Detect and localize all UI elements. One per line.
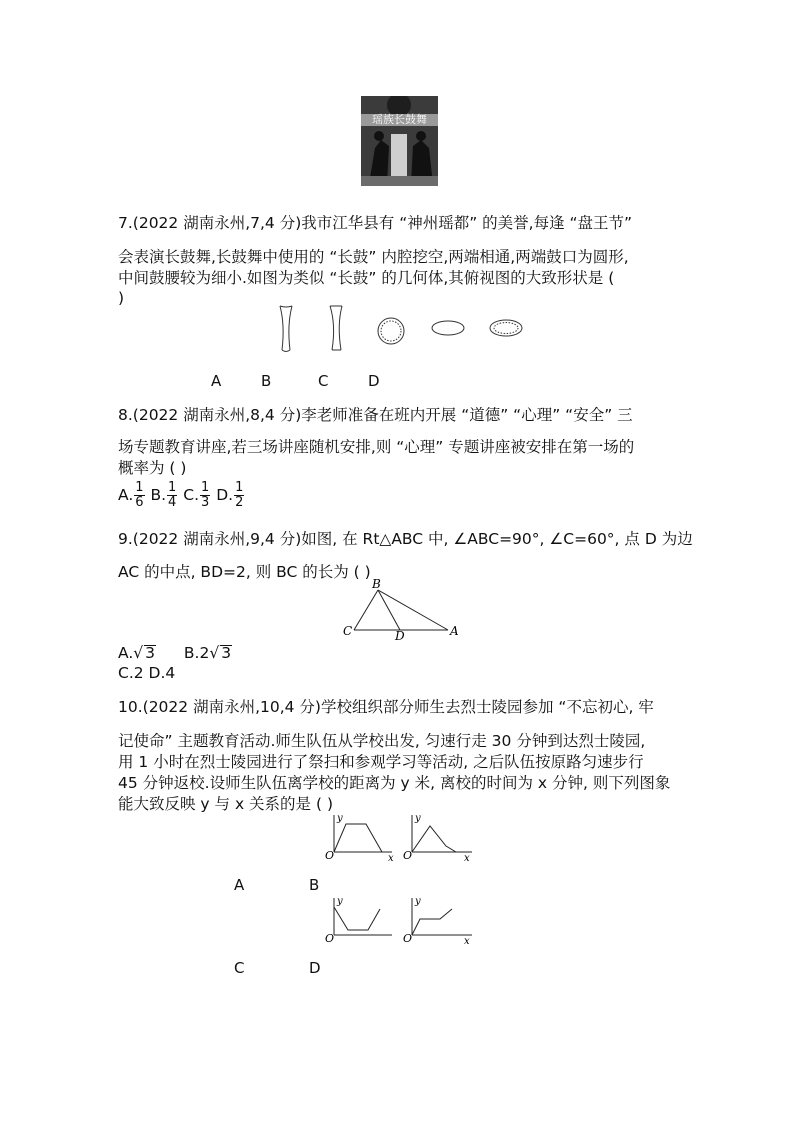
q7-option-a[interactable]: A bbox=[211, 372, 222, 390]
q7-figure-b bbox=[330, 306, 342, 350]
q10-graph-c bbox=[322, 895, 397, 945]
q7-figure-e bbox=[490, 320, 522, 336]
q9-options-ab bbox=[118, 643, 232, 663]
q7-options-figure bbox=[270, 300, 540, 360]
q8-option-d[interactable]: D. $\frac{1}{2}$ bbox=[216, 480, 244, 510]
vertex-c-label: C bbox=[343, 624, 353, 638]
q10-option-b[interactable]: B bbox=[309, 876, 320, 894]
q9-option-a[interactable]: A.√ 3 bbox=[118, 644, 156, 662]
svg-text:O: O bbox=[403, 849, 413, 862]
q7-figure-d bbox=[432, 321, 464, 335]
q10-line2: 记使命” 主题教育活动.师生队伍从学校出发, 匀速行走 30 分钟到达烈士陵园, bbox=[118, 732, 646, 750]
vertex-a-label: A bbox=[450, 624, 459, 638]
q7-option-d[interactable]: D bbox=[368, 372, 380, 390]
q7-figure-c bbox=[378, 318, 404, 344]
q10-graph-b bbox=[402, 812, 477, 862]
q8-option-b[interactable]: B. $\frac{1}{4}$ bbox=[150, 480, 177, 510]
q10-line1 bbox=[118, 697, 654, 717]
q9-head: 9.(2022 湖南永州,9,4 分) bbox=[118, 530, 302, 548]
q10-line3: 用 1 小时在烈士陵园进行了祭扫和参观学习等活动, 之后队伍按原路匀速步行 bbox=[118, 753, 644, 771]
q9-line1 bbox=[118, 529, 693, 549]
svg-text:y: y bbox=[415, 813, 421, 824]
vertex-b-label: B bbox=[372, 577, 381, 591]
q8-option-a[interactable]: A. $\frac{1}{6}$ bbox=[118, 480, 144, 510]
vertex-d-label: D bbox=[395, 629, 405, 640]
q9-option-b[interactable]: B.2√ 3 bbox=[183, 644, 232, 662]
q7-option-c[interactable]: C bbox=[318, 372, 329, 390]
drum-dance-photo bbox=[361, 96, 438, 186]
q10-option-c[interactable]: C bbox=[234, 959, 245, 977]
q7-line2: 会表演长鼓舞,长鼓舞中使用的 “长鼓” 内腔挖空,两端相通,两端鼓口为圆形, bbox=[118, 248, 629, 266]
q8-option-c[interactable]: C. $\frac{1}{3}$ bbox=[183, 480, 210, 510]
q9-triangle-figure bbox=[340, 576, 465, 640]
svg-text:y: y bbox=[337, 813, 343, 824]
q7-line4: ) bbox=[118, 289, 125, 307]
q10-graph-d bbox=[402, 895, 477, 945]
q9-options-cd[interactable]: C.2 D.4 bbox=[118, 664, 176, 682]
svg-text:x: x bbox=[464, 853, 470, 862]
q7-line3: 中间鼓腰较为细小.如图为类似 “长鼓” 的几何体,其俯视图的大致形状是 ( bbox=[118, 269, 615, 287]
q7-option-b[interactable]: B bbox=[261, 372, 272, 390]
q10-line4: 45 分钟返校.设师生队伍离学校的距离为 y 米, 离校的时间为 x 分钟, 则下列图象 bbox=[118, 774, 671, 792]
svg-text:O: O bbox=[325, 849, 335, 862]
q8-line1: 8.(2022 湖南永州,8,4 分)李老师准备在班内开展 “道德” “心理” “安全” 三 bbox=[118, 406, 633, 424]
q8-line2: 场专题教育讲座,若三场讲座随机安排,则 “心理” 专题讲座被安排在第一场的 bbox=[118, 438, 635, 456]
photo-caption: 瑶族长鼓舞 bbox=[372, 113, 427, 126]
q9-line1-rest: 如图, 在 Rt△ABC 中, ∠ABC=90°, ∠C=60°, 点 D 为边 bbox=[301, 530, 693, 548]
svg-text:x: x bbox=[464, 936, 470, 945]
svg-text:O: O bbox=[403, 932, 413, 945]
q7-figure-a bbox=[280, 306, 292, 352]
q8-options bbox=[118, 478, 245, 512]
svg-text:O: O bbox=[325, 932, 335, 945]
svg-text:y: y bbox=[337, 896, 343, 907]
q8-line3: 概率为 ( ) bbox=[118, 459, 187, 477]
svg-text:y: y bbox=[415, 896, 421, 907]
q10-option-d[interactable]: D bbox=[309, 959, 321, 977]
q7-line1: 7.(2022 湖南永州,7,4 分)我市江华县有 “神州瑶都” 的美誉,每逢 “盘王节” bbox=[118, 214, 633, 232]
svg-text:x: x bbox=[388, 853, 394, 862]
q10-graph-a bbox=[322, 812, 397, 862]
q9-line2: AC 的中点, BD=2, 则 BC 的长为 ( ) bbox=[118, 563, 371, 581]
q10-line5: 能大致反映 y 与 x 关系的是 ( ) bbox=[118, 795, 334, 813]
q10-head: 10.(2022 湖南永州,10,4 分) bbox=[118, 698, 321, 716]
q10-option-a[interactable]: A bbox=[234, 876, 245, 894]
q10-line1-rest: 学校组织部分师生去烈士陵园参加 “不忘初心, 牢 bbox=[320, 698, 654, 716]
